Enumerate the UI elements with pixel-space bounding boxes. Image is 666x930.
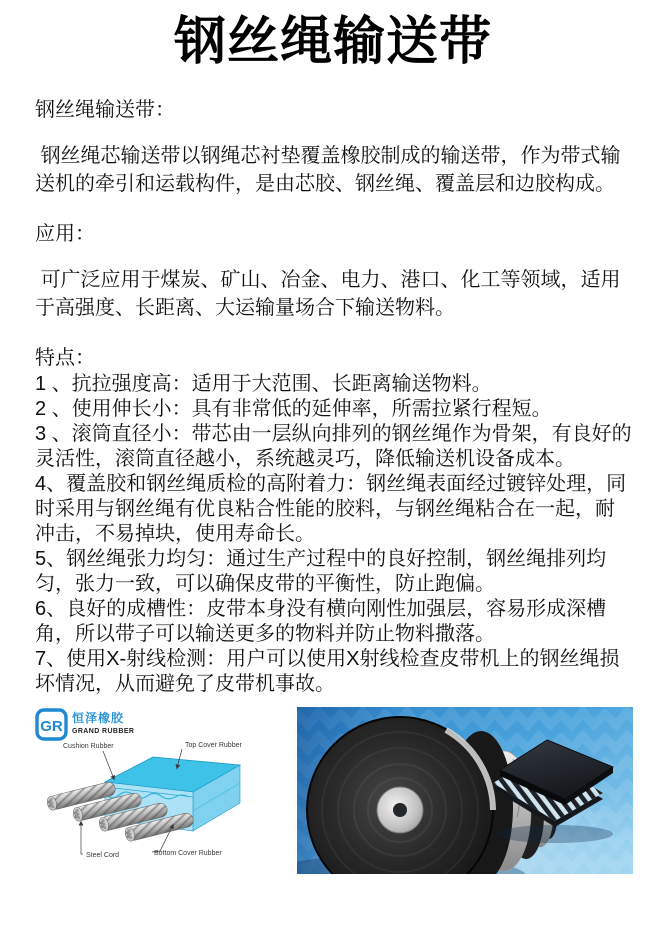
label-cushion-rubber: Cushion Rubber <box>63 743 114 750</box>
document-page <box>0 12 666 930</box>
feature-item: 3 、滚筒直径小：带芯由一层纵向排列的钢丝绳作为骨架，有良好的灵活性，滚筒直径越小，系统越灵巧，降低输送机设备成本。 <box>35 423 632 470</box>
label-top-cover-rubber: Top Cover Rubber <box>185 742 242 749</box>
grand-rubber-logo <box>37 710 134 739</box>
label-bottom-cover-rubber: Bottom Cover Rubber <box>154 850 222 857</box>
feature-item: 5、钢丝绳张力均匀：通过生产过程中的良好控制，钢丝绳排列均匀，张力一致，可以确保皮带的平衡性，防止跑偏。 <box>35 548 607 595</box>
feature-item: 7、使用X-射线检测：用户可以使用X射线检查皮带机上的钢丝绳损坏情况，从而避免了皮带机事故。 <box>35 648 620 695</box>
logo-english-name: GRAND RUBBER <box>72 728 135 735</box>
feature-list <box>35 372 633 697</box>
logo-monogram: GR <box>40 718 63 735</box>
logo-chinese-name: 恒泽橡胶 <box>72 711 125 725</box>
steel-cord-leader-line <box>81 822 83 854</box>
page-title: 钢丝绳输送带 <box>173 13 492 71</box>
roll-hub-hole <box>393 803 407 817</box>
belt-product-photo <box>297 707 633 874</box>
section-heading-features: 特点： <box>35 347 95 369</box>
document-body <box>0 96 666 697</box>
paragraph-application: 可广泛应用于煤炭、矿山、冶金、电力、港口、化工等领域，适用于高强度、长距离、大运输量场合下输送物料。 <box>35 269 621 319</box>
belt-structure-diagram <box>35 707 260 872</box>
feature-item: 4、覆盖胶和钢丝绳质检的高附着力：钢丝绳表面经过镀锌处理，同时采用与钢丝绳有优良粘合性能的胶料，与钢丝绳粘合在一起，耐冲击，不易掉块，使用寿命长。 <box>35 473 627 545</box>
feature-item: 6、良好的成槽性：皮带本身没有横向刚性加强层，容易形成深槽角，所以带子可以输送更多的物料并防止物料撒落。 <box>35 598 607 645</box>
paragraph-overview: 钢丝绳芯输送带以钢绳芯衬垫覆盖橡胶制成的输送带，作为带式输送机的牵引和运载构件，是由芯胶、钢丝绳、覆盖层和边胶构成。 <box>35 145 621 195</box>
feature-item: 2 、使用伸长小：具有非常低的延伸率，所需拉紧行程短。 <box>35 398 552 420</box>
section-heading-application: 应用： <box>35 223 95 245</box>
image-row <box>0 707 666 874</box>
feature-item: 1 、抗拉强度高：适用于大范围、长距离输送物料。 <box>35 373 492 395</box>
section-heading-overview: 钢丝绳输送带： <box>35 99 175 121</box>
label-steel-cord: Steel Cord <box>86 852 120 859</box>
cushion-leader-line <box>103 751 114 779</box>
